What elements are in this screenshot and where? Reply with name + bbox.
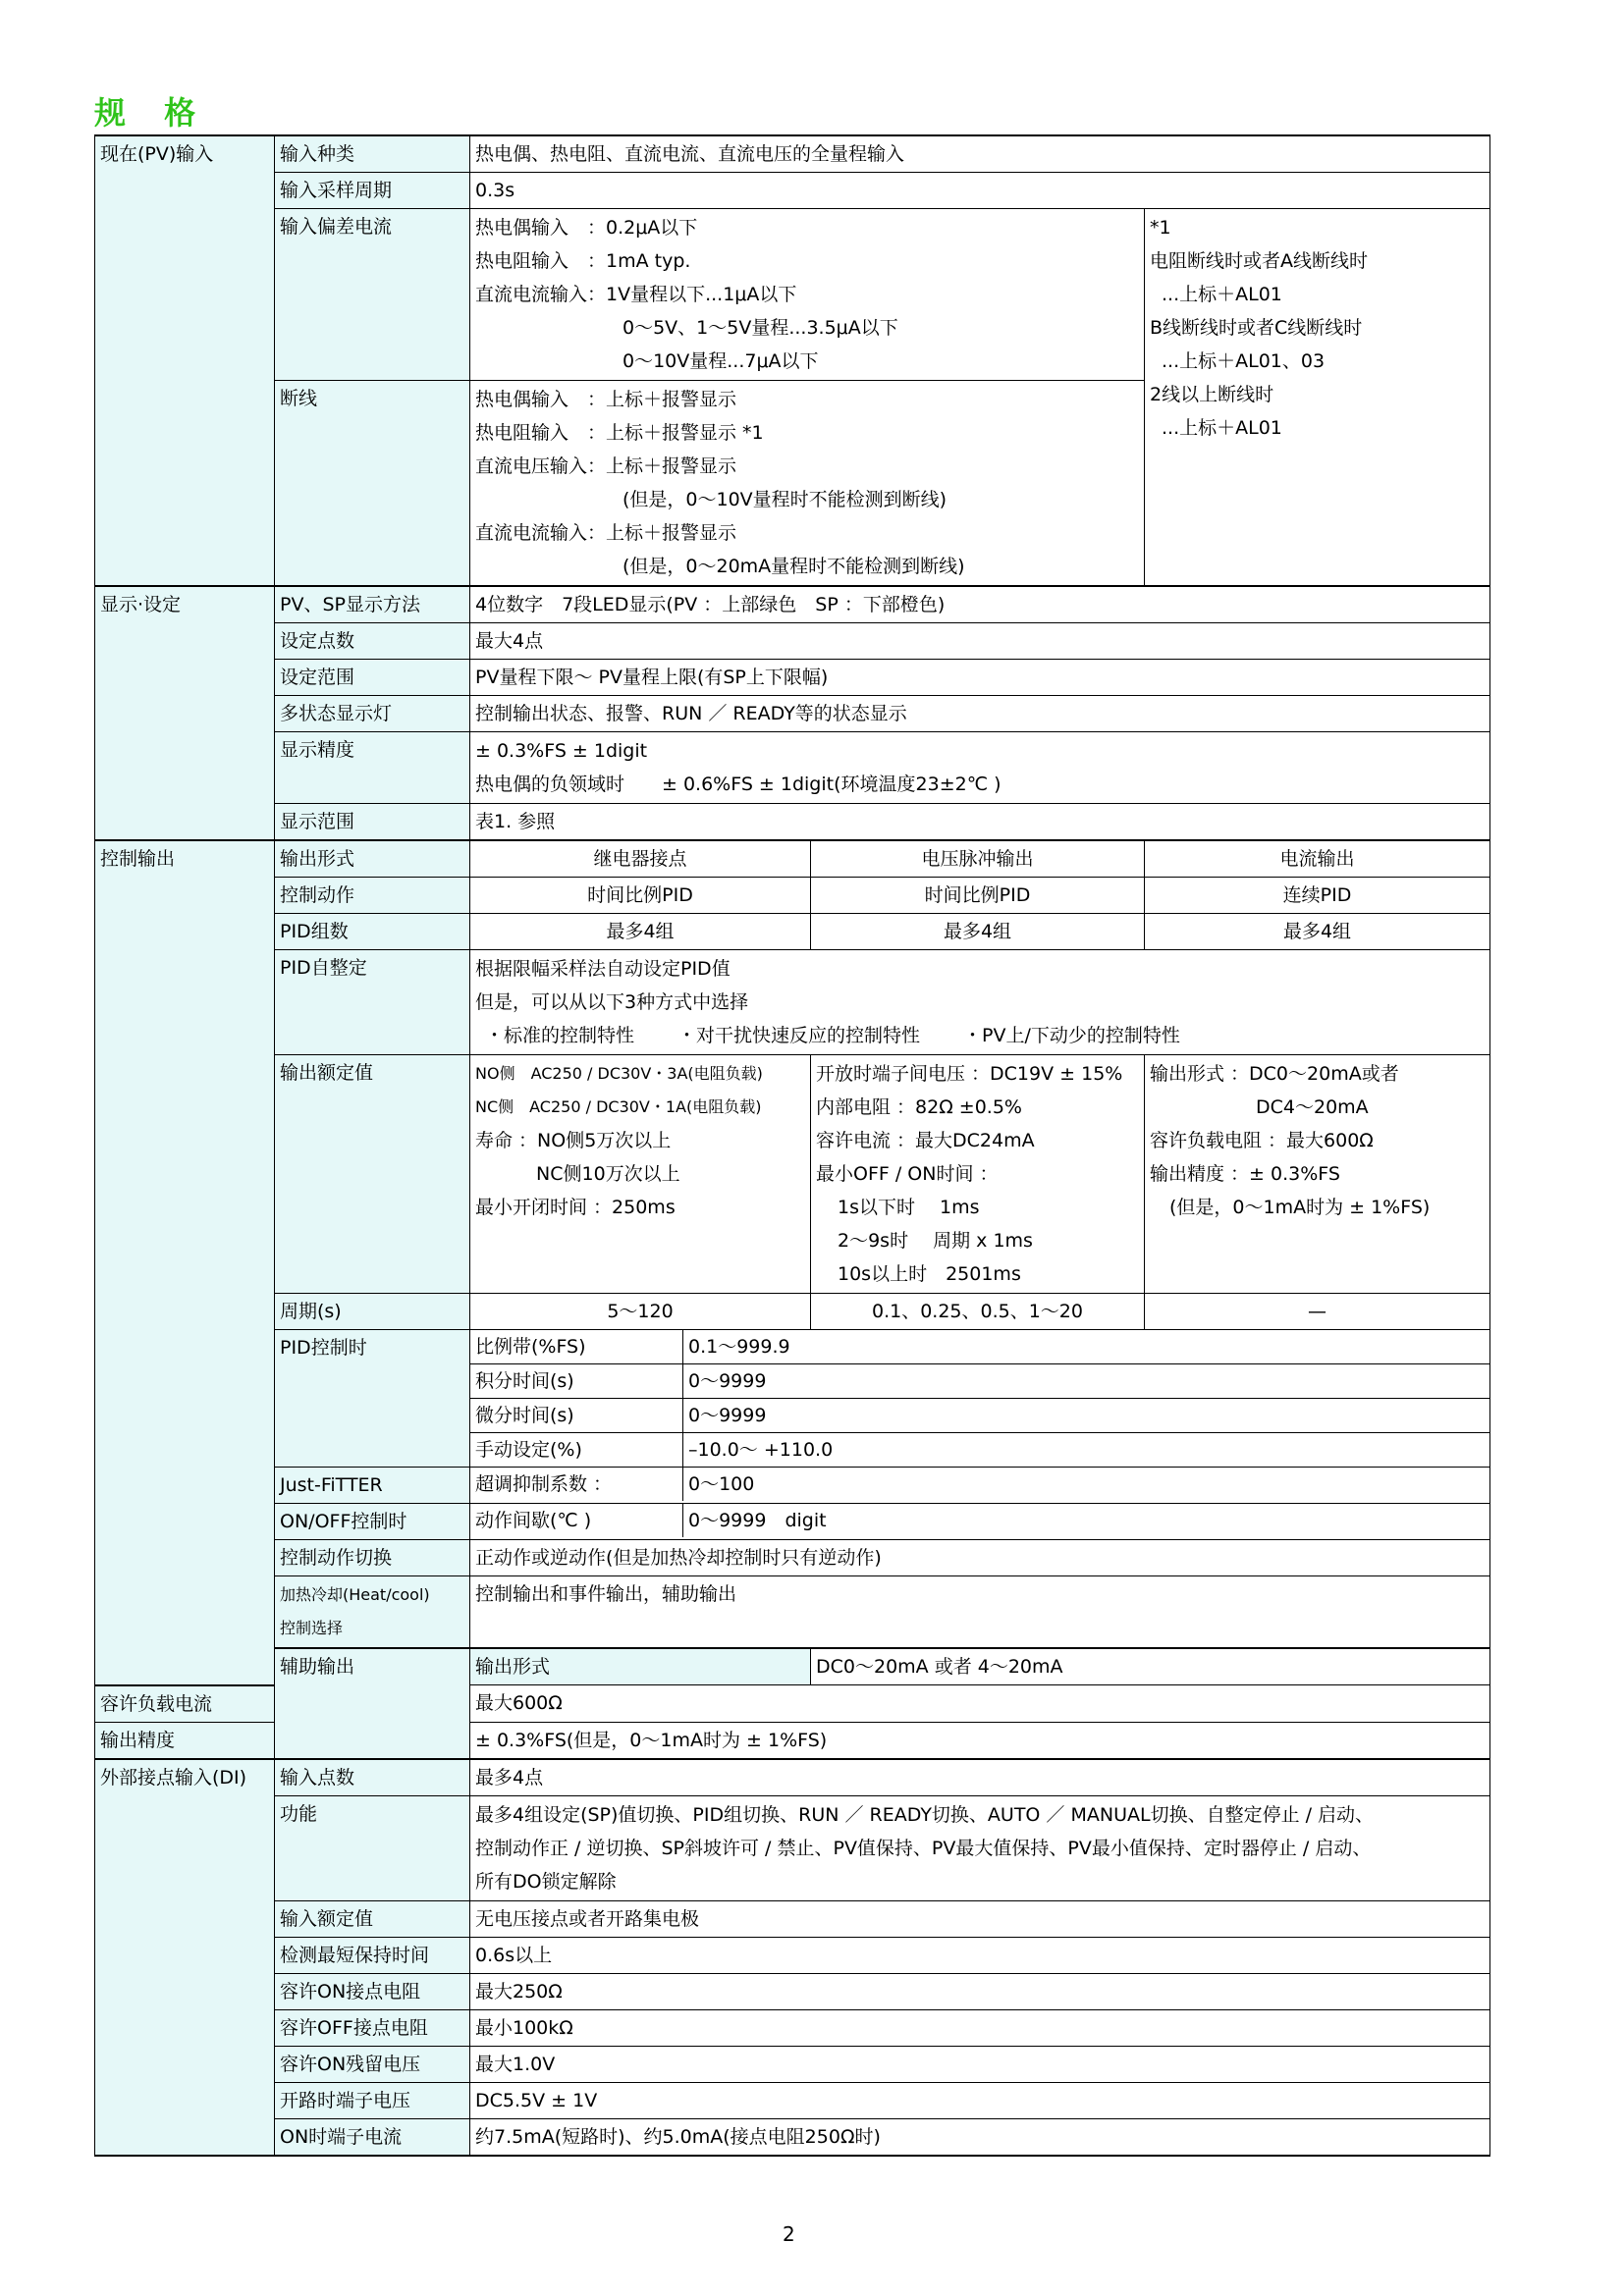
rating-voltage-line: 容许电流 ：最大DC24mA	[816, 1130, 1035, 1151]
rating-relay-line: NC侧 AC250 / DC30V・1A(电阻负载)	[475, 1097, 762, 1116]
page-number: 2	[783, 2222, 795, 2246]
value-setting-points: 最大4点	[470, 623, 1490, 660]
wire-break-note	[1145, 209, 1490, 587]
note-line: ...上标＋AL01、03	[1162, 350, 1326, 372]
di-function-line: 最多4组设定(SP)值切换、PID组切换、RUN ／ READY切换、AUTO ／ MANUAL切换、自整定停止 / 启动、	[475, 1803, 1375, 1826]
item-di-hold-time: 检测最短保持时间	[275, 1937, 470, 1973]
item-heat-cool	[275, 1576, 470, 1649]
pid-value: –10.0～ +110.0	[688, 1439, 834, 1461]
page-title: 规 格	[94, 94, 210, 132]
autotune-option: ・PV上/下动少的控制特性	[963, 1025, 1180, 1046]
item-display-range: 显示范围	[275, 804, 470, 841]
rating-relay-line: 寿命 ：NO侧5万次以上	[475, 1130, 672, 1151]
output-form-voltage: 电压脉冲输出	[811, 840, 1145, 878]
pid-param: 微分时间(s)	[470, 1399, 683, 1432]
pid-groups-voltage: 最多4组	[811, 914, 1145, 950]
note-line: ...上标＋AL01	[1162, 417, 1282, 439]
value-setting-range: PV量程下限～ PV量程上限(有SP上下限幅)	[470, 660, 1490, 696]
item-output-form: 输出形式	[275, 840, 470, 878]
value-display-range: 表1. 参照	[470, 804, 1490, 841]
item-aux-accuracy: 输出精度	[95, 1722, 275, 1759]
value-di-off-resistance: 最小100kΩ	[470, 2009, 1490, 2046]
item-wire-break: 断线	[275, 381, 470, 587]
item-input-type: 输入种类	[275, 135, 470, 173]
item-pid-groups: PID组数	[275, 914, 470, 950]
rating-voltage-line: 2～9s时 周期 x 1ms	[838, 1230, 1033, 1252]
rating-voltage-line: 最小OFF / ON时间 ：	[816, 1163, 999, 1185]
item-display-accuracy: 显示精度	[275, 732, 470, 804]
rating-current	[1145, 1055, 1490, 1294]
item-di-on-current: ON时端子电流	[275, 2118, 470, 2156]
note-line: *1	[1150, 217, 1171, 239]
rating-relay-line: NC侧10万次以上	[536, 1163, 680, 1185]
item-setting-range: 设定范围	[275, 660, 470, 696]
pid-param: 比例带(%FS)	[470, 1330, 683, 1363]
value-di-function	[470, 1795, 1490, 1900]
period-current: —	[1145, 1294, 1490, 1330]
item-period: 周期(s)	[275, 1294, 470, 1330]
value-action-switch: 正动作或逆动作(但是加热冷却控制时只有逆动作)	[470, 1540, 1490, 1576]
category-aux-output: 辅助输出	[275, 1648, 470, 1759]
fitter-value: 0～100	[688, 1473, 755, 1495]
autotune-option: ・标准的控制特性	[485, 1025, 635, 1046]
item-pid-autotune: PID自整定	[275, 950, 470, 1055]
value-display-method: 4位数字 7段LED显示(PV ：上部绿色 SP ：下部橙色)	[470, 586, 1490, 623]
item-di-on-resistance: 容许ON接点电阻	[275, 1973, 470, 2009]
period-voltage: 0.1、0.25、0.5、1～20	[811, 1294, 1145, 1330]
note-line: ...上标＋AL01	[1162, 284, 1282, 305]
value-wire-break	[470, 381, 1145, 587]
break-line: 热电偶输入 ：上标＋报警显示	[475, 389, 737, 410]
item-di-rated: 输入额定值	[275, 1900, 470, 1937]
value-di-hold-time: 0.6s以上	[470, 1937, 1490, 1973]
item-pid-control: PID控制时	[275, 1330, 470, 1468]
item-di-points: 输入点数	[275, 1759, 470, 1796]
value-display-accuracy	[470, 732, 1490, 804]
rating-relay	[470, 1055, 811, 1294]
period-relay: 5～120	[470, 1294, 811, 1330]
rating-current-line: 容许负载电阻 ：最大600Ω	[1150, 1130, 1374, 1151]
bias-line: 0～5V、1～5V量程...3.5μA以下	[623, 317, 898, 339]
spec-table	[94, 134, 1490, 2157]
rating-voltage-line: 1s以下时 1ms	[838, 1197, 980, 1218]
output-form-current: 电流输出	[1145, 840, 1490, 878]
bias-line: 热电阻输入 ：1mA typ.	[475, 250, 691, 272]
rating-voltage-line: 开放时端子间电压 ：DC19V ± 15%	[816, 1063, 1123, 1085]
output-form-relay: 继电器接点	[470, 840, 811, 878]
accuracy-line: ± 0.3%FS ± 1digit	[475, 740, 648, 762]
onoff-value: 0～9999 digit	[688, 1510, 827, 1531]
rating-current-line: (但是，0～1mA时为 ± 1%FS)	[1169, 1197, 1431, 1218]
item-di-function: 功能	[275, 1795, 470, 1900]
item-output-rating: 输出额定值	[275, 1055, 470, 1294]
accuracy-line: 热电偶的负领域时 ± 0.6%FS ± 1digit(环境温度23±2℃ )	[475, 774, 1001, 795]
autotune-line: 但是，可以从以下3种方式中选择	[475, 991, 749, 1013]
item-onoff-control: ON/OFF控制时	[275, 1504, 470, 1540]
value-di-open-voltage: DC5.5V ± 1V	[470, 2082, 1490, 2118]
break-line: 直流电压输入：上标＋报警显示	[475, 455, 737, 477]
bias-line: 直流电流输入：1V量程以下...1μA以下	[475, 284, 797, 305]
control-action-relay: 时间比例PID	[470, 878, 811, 914]
item-just-fitter: Just-FiTTER	[275, 1468, 470, 1504]
value-di-on-voltage: 最大1.0V	[470, 2046, 1490, 2082]
item-di-open-voltage: 开路时端子电压	[275, 2082, 470, 2118]
rating-relay-line: NO侧 AC250 / DC30V・3A(电阻负载)	[475, 1064, 763, 1083]
item-status-lamp: 多状态显示灯	[275, 696, 470, 732]
pid-param: 手动设定(%)	[470, 1433, 683, 1467]
rating-current-line: 输出形式 ：DC0～20mA或者	[1150, 1063, 1399, 1085]
di-function-line: 控制动作正 / 逆切换、SP斜坡许可 / 禁止、PV值保持、PV最大值保持、PV最小值保持、定时器停止 / 启动、	[475, 1837, 1372, 1859]
bias-line: 热电偶输入 ：0.2μA以下	[475, 217, 698, 239]
pid-row	[470, 1399, 1490, 1433]
item-di-on-voltage: 容许ON残留电压	[275, 2046, 470, 2082]
item-sample-period: 输入采样周期	[275, 173, 470, 209]
value-input-type: 热电偶、热电阻、直流电流、直流电压的全量程输入	[470, 135, 1490, 173]
fitter-param: 超调抑制系数 ：	[470, 1468, 683, 1501]
value-di-on-current: 约7.5mA(短路时)、约5.0mA(接点电阻250Ω时)	[470, 2118, 1490, 2156]
value-sample-period: 0.3s	[470, 173, 1490, 209]
break-line: 热电阻输入 ：上标＋报警显示 *1	[475, 422, 764, 444]
pid-value: 0～9999	[688, 1405, 767, 1426]
item-control-action: 控制动作	[275, 878, 470, 914]
pid-row	[470, 1330, 1490, 1364]
item-di-off-resistance: 容许OFF接点电阻	[275, 2009, 470, 2046]
value-aux-load: 最大600Ω	[470, 1685, 1490, 1723]
pid-row	[470, 1364, 1490, 1399]
onoff-param: 动作间歇(℃ )	[470, 1504, 683, 1537]
pid-groups-relay: 最多4组	[470, 914, 811, 950]
value-bias-current	[470, 209, 1145, 381]
bias-line: 0～10V量程...7μA以下	[623, 350, 819, 372]
fitter-row	[470, 1468, 1490, 1504]
pid-param: 积分时间(s)	[470, 1364, 683, 1398]
pid-value: 0～9999	[688, 1370, 767, 1392]
pid-groups-current: 最多4组	[1145, 914, 1490, 950]
value-di-points: 最多4点	[470, 1759, 1490, 1796]
value-status-lamp: 控制输出状态、报警、RUN ／ READY等的状态显示	[470, 696, 1490, 732]
value-aux-form: DC0～20mA 或者 4～20mA	[811, 1648, 1490, 1685]
value-aux-accuracy: ± 0.3%FS(但是，0～1mA时为 ± 1%FS)	[470, 1722, 1490, 1759]
rating-voltage-line: 内部电阻 ：82Ω ±0.5%	[816, 1096, 1022, 1118]
value-di-rated: 无电压接点或者开路集电极	[470, 1900, 1490, 1937]
autotune-line: 根据限幅采样法自动设定PID值	[475, 958, 731, 980]
item-action-switch: 控制动作切换	[275, 1540, 470, 1576]
note-line: 2线以上断线时	[1150, 384, 1274, 405]
heat-cool-label: 加热冷却(Heat/cool)	[280, 1585, 430, 1604]
item-bias-current: 输入偏差电流	[275, 209, 470, 381]
value-di-on-resistance: 最大250Ω	[470, 1973, 1490, 2009]
value-pid-autotune	[470, 950, 1490, 1055]
pid-row	[470, 1433, 1490, 1468]
break-line: 直流电流输入：上标＋报警显示	[475, 522, 737, 544]
break-line: (但是，0～10V量程时不能检测到断线)	[623, 489, 947, 510]
control-action-current: 连续PID	[1145, 878, 1490, 914]
rating-current-line: DC4～20mA	[1256, 1096, 1369, 1118]
autotune-options	[475, 1019, 1485, 1052]
item-display-method: PV、SP显示方法	[275, 586, 470, 623]
control-action-voltage: 时间比例PID	[811, 878, 1145, 914]
break-line: (但是，0～20mA量程时不能检测到断线)	[623, 556, 965, 577]
rating-voltage-pulse	[811, 1055, 1145, 1294]
di-function-line: 所有DO锁定解除	[475, 1870, 617, 1893]
category-control-output: 控制输出	[95, 840, 275, 1685]
note-line: 电阻断线时或者A线断线时	[1150, 250, 1368, 272]
rating-voltage-line: 10s以上时 2501ms	[838, 1263, 1021, 1285]
note-line: B线断线时或者C线断线时	[1150, 317, 1363, 339]
item-aux-form: 输出形式	[470, 1648, 811, 1685]
category-display-setting: 显示·设定	[95, 586, 275, 840]
rating-current-line: 输出精度 ：± 0.3%FS	[1150, 1163, 1340, 1185]
category-pv-input: 现在(PV)输入	[95, 135, 275, 586]
onoff-row	[470, 1504, 1490, 1540]
heat-cool-label: 控制选择	[280, 1619, 344, 1637]
rating-relay-line: 最小开闭时间 ：250ms	[475, 1197, 676, 1218]
item-setting-points: 设定点数	[275, 623, 470, 660]
value-heat-cool: 控制输出和事件输出，辅助输出	[470, 1576, 1490, 1649]
item-aux-load: 容许负载电流	[95, 1685, 275, 1723]
pid-value: 0.1～999.9	[688, 1336, 790, 1358]
autotune-option: ・对干扰快速反应的控制特性	[677, 1025, 921, 1046]
category-digital-input: 外部接点输入(DI)	[95, 1759, 275, 2156]
